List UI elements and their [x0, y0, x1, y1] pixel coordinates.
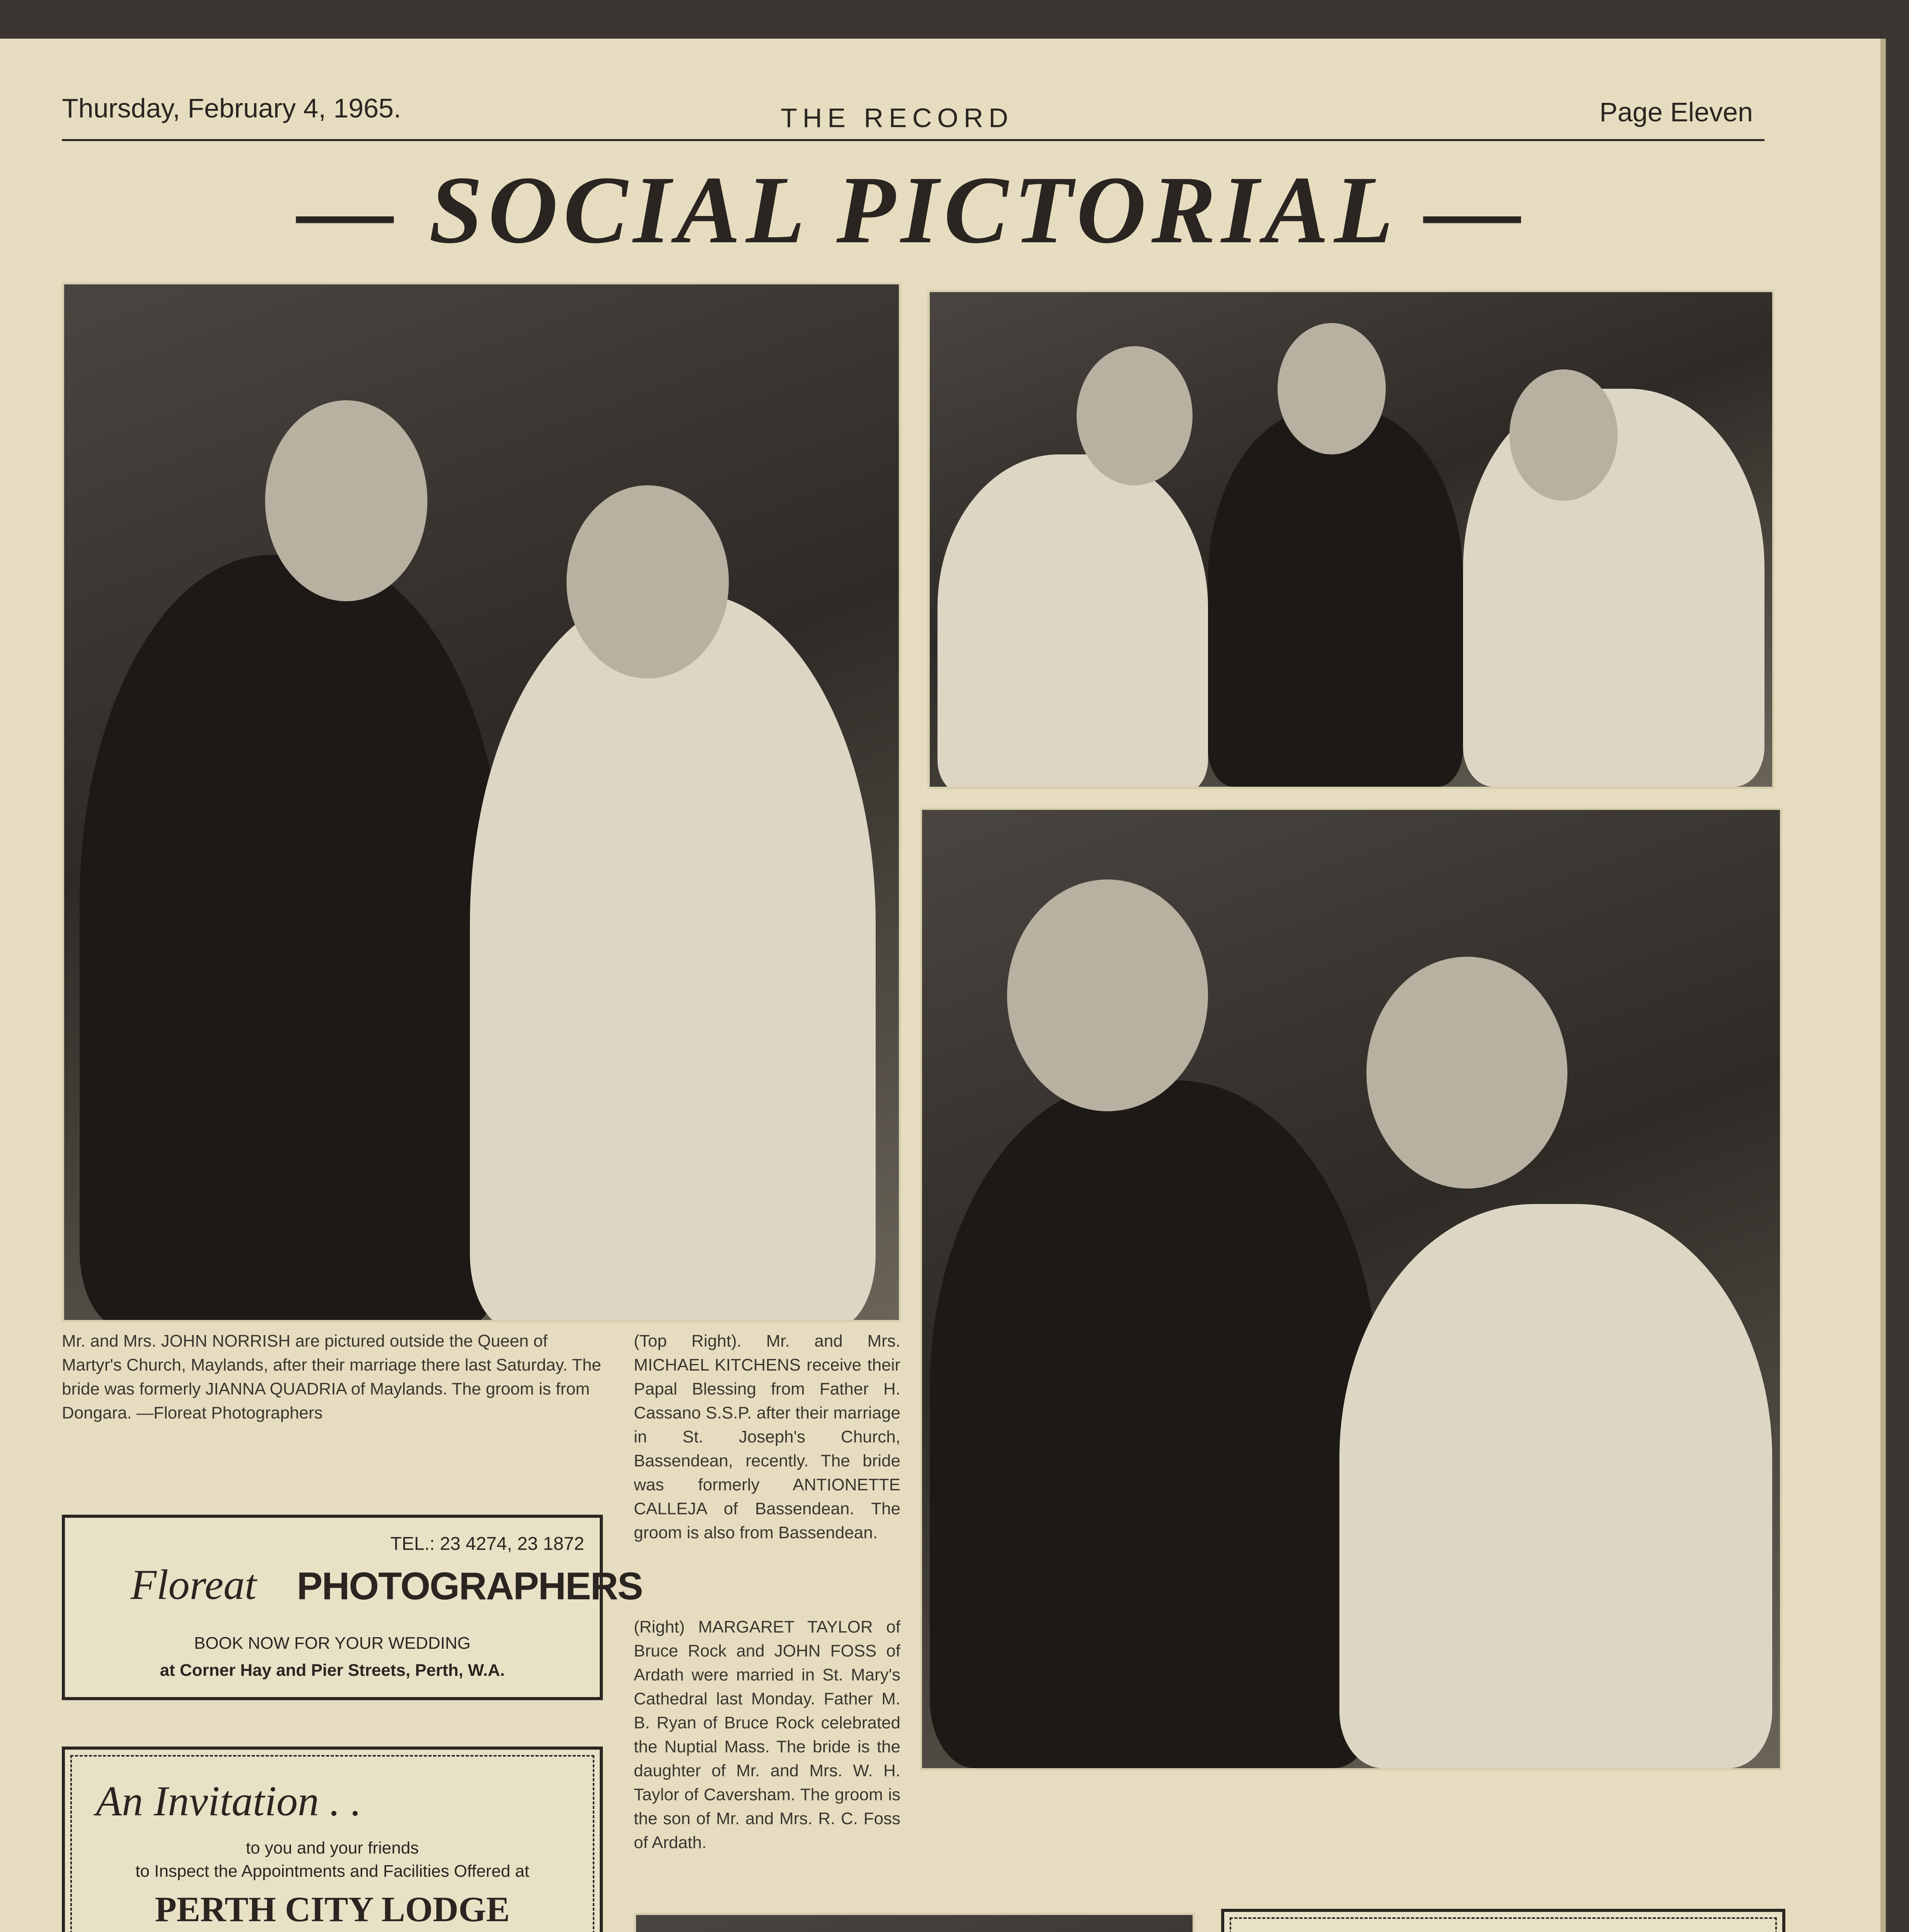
- page-title: — SOCIAL PICTORIAL —: [297, 156, 1527, 264]
- caption-norrish: Mr. and Mrs. JOHN NORRISH are pictured outside the Queen of Martyr's Church, Maylands, after their marriage there last Saturday. The bride was formerly JIANNA QUADRIA of Maylands. The groom is from Dongara. —Floreat Photographers: [62, 1332, 601, 1422]
- perth-line1: to you and your friends: [246, 1838, 419, 1857]
- photo-foss-wedding: [920, 808, 1782, 1770]
- issue-date: Thursday, February 4, 1965.: [62, 93, 402, 123]
- perth-line2: to Inspect the Appointments and Facilities Offered at: [135, 1862, 529, 1881]
- floreat-brand: Floreat: [131, 1561, 257, 1608]
- photo-gavin-wedding: [634, 1913, 1195, 1932]
- ad-perth-city-lodge: [62, 1747, 603, 1932]
- floreat-tel: TEL.: 23 4274, 23 1872: [390, 1534, 584, 1554]
- perth-invite: An Invitation . .: [96, 1777, 362, 1825]
- ad-meldrum-jeweller: [1221, 1909, 1785, 1932]
- header-rule: [62, 139, 1764, 141]
- page-number: Page Eleven: [1599, 97, 1753, 127]
- paper-name: THE RECORD: [781, 103, 1014, 133]
- ad-floreat-photographers: [62, 1515, 643, 1700]
- floreat-name: PHOTOGRAPHERS: [297, 1565, 643, 1608]
- floreat-line2: at Corner Hay and Pier Streets, Perth, W.A.: [160, 1661, 505, 1680]
- caption-foss: (Right) MARGARET TAYLOR of Bruce Rock and JOHN FOSS of Ardath were married in St. Mary's Cathedral last Monday. Father M. B. Ryan of Bruce Rock celebrated the Nuptial Mass. The bride is the daughter of Mr. and Mrs. W. H. Taylor of Caversham. The groom is the son of Mr. and Mrs. R. C. Foss of Ardath.: [634, 1617, 900, 1852]
- floreat-line1: BOOK NOW FOR YOUR WEDDING: [194, 1634, 471, 1653]
- newspaper-page: [0, 39, 1886, 1932]
- photo-kitchens-blessing: [927, 290, 1775, 789]
- perth-name: PERTH CITY LODGE: [155, 1889, 510, 1929]
- caption-kitchens: (Top Right). Mr. and Mrs. MICHAEL KITCHENS receive their Papal Blessing from Father H. Cassano S.S.P. after their marriage in St. Joseph's Church, Bassendean, recently. The bride was formerly ANTIONETTE CALLEJA of Bassendean. The groom is also from Bassendean.: [634, 1332, 900, 1542]
- photo-norrish-wedding: [62, 282, 901, 1322]
